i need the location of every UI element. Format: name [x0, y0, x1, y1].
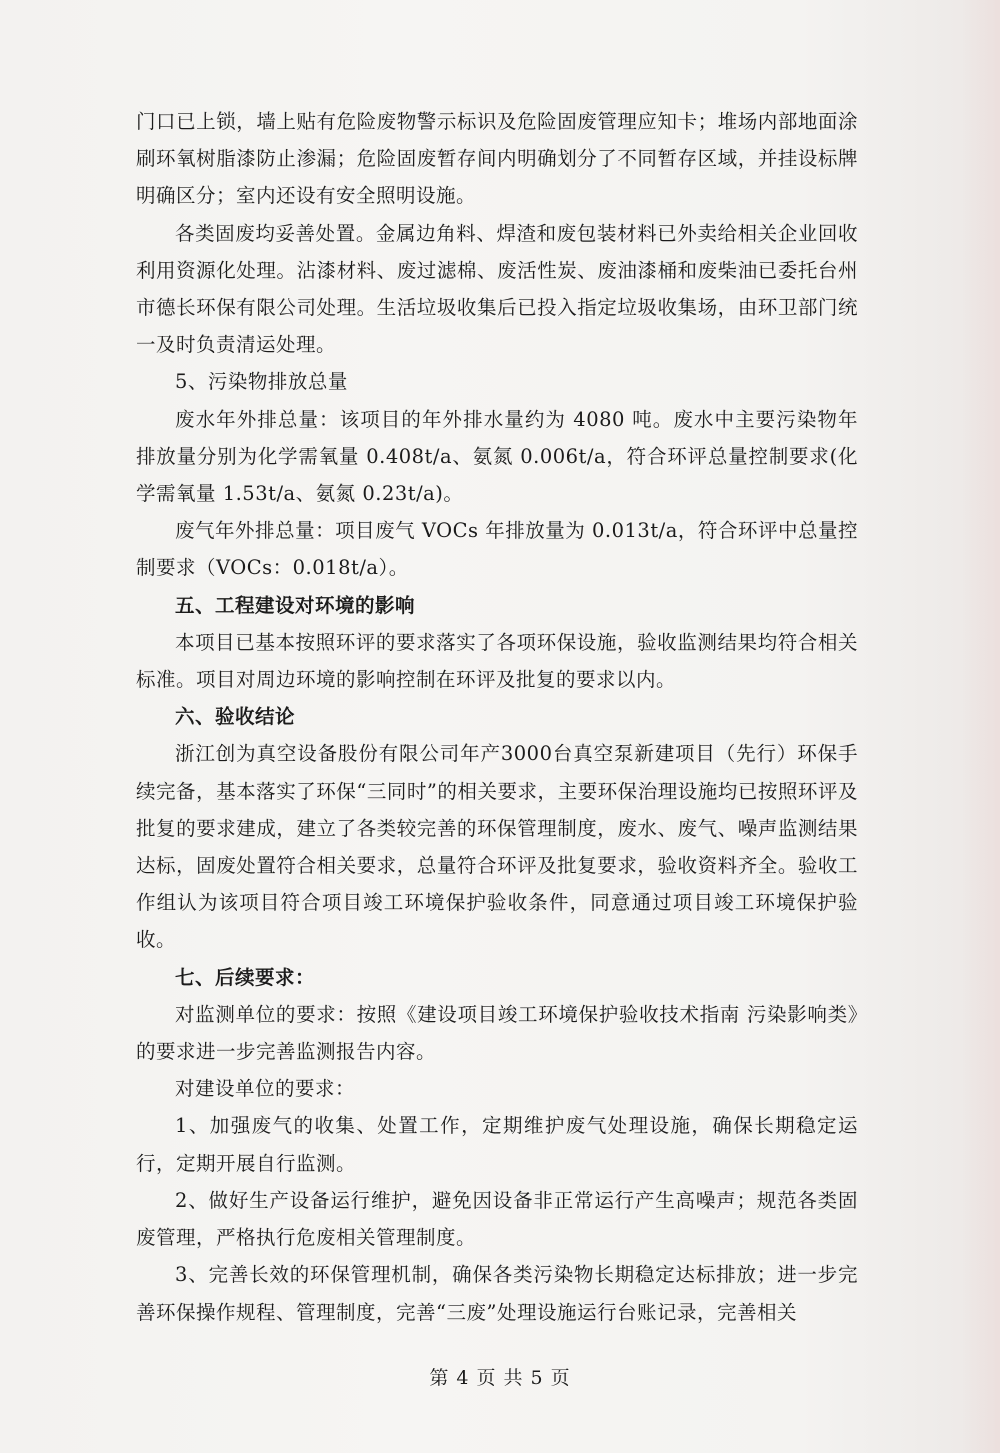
list-item-requirement-2: 2、做好生产设备运行维护，避免因设备非正常运行产生高噪声；规范各类固废管理，严格执行危废相关管理制度。: [136, 1188, 858, 1250]
list-item-requirement-1: 1、加强废气的收集、处置工作，定期维护废气处理设施，确保长期稳定运行，定期开展自行监测。: [136, 1114, 858, 1175]
paragraph-hazardous-storage: 门口已上锁，墙上贴有危险废物警示标识及危险固废管理应知卡；堆场内部地面涂刷环氧树脂漆防止渗漏；危险固废暂存间内明确划分了不同暂存区域，并挂设标牌明确区分；室内还设有安全照明设施。: [136, 110, 858, 208]
paragraph-monitoring-unit-requirement: 对监测单位的要求：按照《建设项目竣工环境保护验收技术指南 污染影响类》的要求进一步完善监测报告内容。: [136, 1002, 858, 1064]
page-number-footer: 第 4 页 共 5 页: [429, 1367, 571, 1389]
section-heading-follow-up: 七、后续要求：: [175, 965, 316, 989]
paragraph-construction-unit-title: 对建设单位的要求：: [175, 1077, 356, 1101]
section-heading-acceptance-conclusion: 六、验收结论: [175, 705, 296, 729]
paragraph-wastewater-total: 废水年外排总量：该项目的年外排水量约为 4080 吨。废水中主要污染物年排放量分别为化学需氧量 0.408t/a、氨氮 0.006t/a，符合环评总量控制要求(化学需氧量 1.53t/a、氨氮 0.23t/a)。: [136, 407, 858, 506]
paragraph-acceptance-conclusion: 浙江创为真空设备股份有限公司年产3000台真空泵新建项目（先行）环保手续完备，基本落实了环保“三同时”的相关要求，主要环保治理设施均已按照环评及批复的要求建成，建立了各类较完善的环保管理制度，废水、废气、噪声监测结果达标，固废处置符合相关要求，总量符合环评及批复要求，验收资料齐全。验收工作组认为该项目符合项目竣工环境保护验收条件，同意通过项目竣工环境保护验收。: [136, 742, 858, 952]
list-item-requirement-3: 3、完善长效的环保管理机制，确保各类污染物长期稳定达标排放；进一步完善环保操作规程、管理制度，完善“三废”处理设施运行台账记录，完善相关: [136, 1263, 858, 1324]
subheading-total-emissions: 5、污染物排放总量: [175, 370, 348, 394]
section-heading-environmental-impact: 五、工程建设对环境的影响: [175, 593, 416, 617]
paragraph-solid-waste-disposal: 各类固废均妥善处置。金属边角料、焊渣和废包装材料已外卖给相关企业回收利用资源化处理。沾漆材料、废过滤棉、废活性炭、废油漆桶和废柴油已委托台州市德长环保有限公司处理。生活垃圾收集后已投入指定垃圾收集场，由环卫部门统一及时负责清运处理。: [136, 221, 858, 357]
paragraph-environmental-impact: 本项目已基本按照环评的要求落实了各项环保设施，验收监测结果均符合相关标准。项目对周边环境的影响控制在环评及批复的要求以内。: [136, 630, 858, 692]
paragraph-exhaust-total: 废气年外排总量：项目废气 VOCs 年排放量为 0.013t/a，符合环评中总量控制要求（VOCs：0.018t/a）。: [136, 519, 858, 580]
page-edge-shadow: [960, 0, 1000, 1453]
document-body: [136, 103, 858, 1331]
